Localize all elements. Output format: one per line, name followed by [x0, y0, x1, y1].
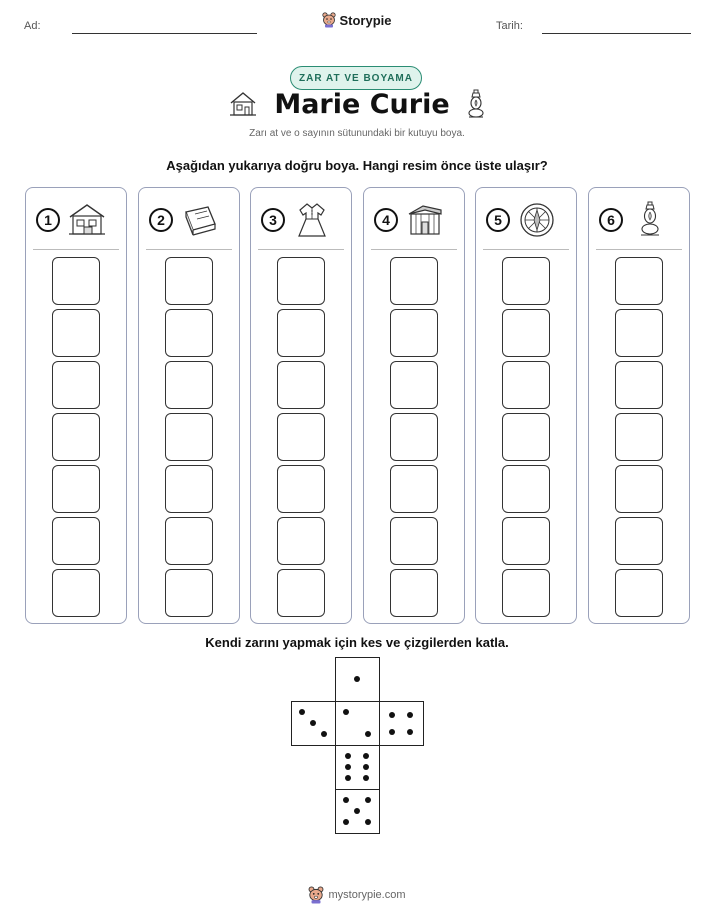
color-box[interactable] — [277, 257, 325, 305]
color-box[interactable] — [165, 569, 213, 617]
dice-pip — [389, 729, 395, 735]
color-box[interactable] — [52, 569, 100, 617]
column-header — [261, 200, 343, 240]
dice-pip — [299, 709, 305, 715]
color-box[interactable] — [615, 309, 663, 357]
color-box[interactable] — [615, 257, 663, 305]
color-box[interactable] — [390, 465, 438, 513]
color-box[interactable] — [165, 309, 213, 357]
color-box[interactable] — [390, 413, 438, 461]
column-4 — [363, 187, 465, 624]
brand-name: Storypie — [339, 12, 392, 28]
color-box[interactable] — [165, 517, 213, 565]
footer — [0, 886, 714, 904]
column-number: 1 — [36, 208, 60, 232]
color-box[interactable] — [277, 413, 325, 461]
dice-pip — [345, 753, 351, 759]
color-box[interactable] — [615, 517, 663, 565]
color-box[interactable] — [502, 413, 550, 461]
dice-pip — [407, 729, 413, 735]
column-divider — [483, 249, 569, 250]
column-1 — [25, 187, 127, 624]
color-box[interactable] — [502, 361, 550, 409]
dice-pip — [363, 775, 369, 781]
footer-url[interactable]: mystorypie.com — [328, 889, 406, 901]
dress-icon — [293, 201, 331, 239]
column-divider — [371, 249, 457, 250]
bear-logo-icon — [322, 12, 336, 28]
column-header — [599, 200, 681, 240]
dice-pip — [363, 753, 369, 759]
color-box[interactable] — [277, 361, 325, 409]
brand-header — [0, 12, 714, 28]
cut-instruction: Kendi zarını yapmak için kes ve çizgilerden katla. — [205, 635, 509, 650]
color-box[interactable] — [615, 569, 663, 617]
column-header — [486, 200, 568, 240]
color-box[interactable] — [52, 361, 100, 409]
dice-face-5 — [335, 789, 380, 834]
column-header — [374, 200, 456, 240]
column-3 — [250, 187, 352, 624]
dice-face-4 — [379, 701, 424, 746]
column-number: 3 — [261, 208, 285, 232]
color-box[interactable] — [390, 569, 438, 617]
name-line[interactable] — [72, 33, 257, 34]
dice-pip — [407, 712, 413, 718]
column-divider — [33, 249, 119, 250]
dice-pip — [310, 720, 316, 726]
bear-logo-icon — [308, 886, 324, 904]
column-number: 4 — [374, 208, 398, 232]
page-title: Marie Curie — [274, 88, 450, 120]
column-divider — [596, 249, 682, 250]
color-box[interactable] — [277, 309, 325, 357]
color-box[interactable] — [165, 465, 213, 513]
color-box[interactable] — [165, 413, 213, 461]
color-box[interactable] — [52, 309, 100, 357]
dice-pip — [389, 712, 395, 718]
column-2 — [138, 187, 240, 624]
dice-pip — [321, 731, 327, 737]
color-box[interactable] — [165, 257, 213, 305]
column-5 — [475, 187, 577, 624]
dice-pip — [354, 808, 360, 814]
color-box[interactable] — [277, 517, 325, 565]
color-box[interactable] — [277, 465, 325, 513]
color-box[interactable] — [615, 361, 663, 409]
column-6 — [588, 187, 690, 624]
dice-face-6 — [335, 745, 380, 790]
date-line[interactable] — [542, 33, 691, 34]
color-box[interactable] — [390, 309, 438, 357]
color-box[interactable] — [390, 517, 438, 565]
column-number: 6 — [599, 208, 623, 232]
dice-pip — [365, 819, 371, 825]
name-label: Ad: — [24, 20, 41, 32]
column-header — [36, 200, 118, 240]
column-number: 5 — [486, 208, 510, 232]
color-box[interactable] — [52, 517, 100, 565]
dice-pip — [354, 676, 360, 682]
activity-badge-label: ZAR AT VE BOYAMA — [299, 72, 413, 84]
instruction-text: Aşağıdan yukarıya doğru boya. Hangi resim önce üste ulaşır? — [166, 158, 548, 173]
lantern-icon — [631, 200, 669, 240]
color-box[interactable] — [52, 413, 100, 461]
color-box[interactable] — [502, 257, 550, 305]
book-icon — [181, 202, 219, 238]
color-box[interactable] — [615, 465, 663, 513]
activity-badge — [290, 66, 422, 90]
color-box[interactable] — [165, 361, 213, 409]
color-box[interactable] — [615, 413, 663, 461]
color-box[interactable] — [502, 465, 550, 513]
subtitle: Zarı at ve o sayının sütunundaki bir kutuyu boya. — [249, 128, 465, 139]
dice-face-3 — [291, 701, 336, 746]
color-box[interactable] — [277, 569, 325, 617]
shed-icon — [406, 202, 444, 238]
color-box[interactable] — [502, 569, 550, 617]
color-box[interactable] — [502, 517, 550, 565]
color-box[interactable] — [390, 257, 438, 305]
dice-pip — [343, 709, 349, 715]
title-row — [0, 88, 714, 120]
dice-pip — [363, 764, 369, 770]
dice-pip — [343, 819, 349, 825]
dice-pip — [345, 775, 351, 781]
dice-pip — [345, 764, 351, 770]
column-divider — [146, 249, 232, 250]
dice-pip — [343, 797, 349, 803]
dice-pip — [365, 797, 371, 803]
lantern-icon — [466, 88, 486, 120]
color-box[interactable] — [502, 309, 550, 357]
color-box[interactable] — [52, 257, 100, 305]
house-icon — [228, 90, 258, 118]
date-label: Tarih: — [496, 20, 523, 32]
column-divider — [258, 249, 344, 250]
dice-pip — [365, 731, 371, 737]
column-header — [149, 200, 231, 240]
color-box[interactable] — [52, 465, 100, 513]
dice-face-1 — [335, 657, 380, 702]
color-box[interactable] — [390, 361, 438, 409]
dice-face-2 — [335, 701, 380, 746]
house-icon — [68, 202, 106, 238]
column-number: 2 — [149, 208, 173, 232]
compass-icon — [518, 201, 556, 239]
